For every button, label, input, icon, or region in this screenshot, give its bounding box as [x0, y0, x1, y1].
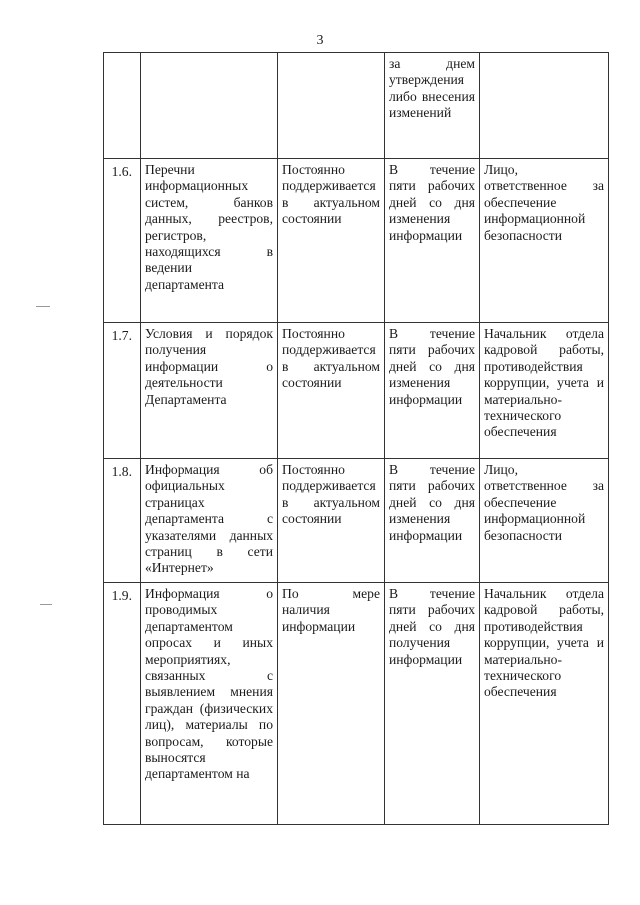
page-number: 3 [316, 33, 324, 48]
table-row [104, 583, 609, 825]
row-number-cell: 1.7. [104, 323, 141, 459]
deadline-cell: В течение пяти рабочих дней со дня изменения информации [385, 323, 480, 459]
table-row [104, 459, 609, 583]
row-number-cell: 1.6. [104, 159, 141, 323]
scan-artifact [36, 306, 50, 307]
responsible-cell: Начальник отдела кадровой работы, противодействия коррупции, учета и материально-технического обеспечения [480, 323, 609, 459]
information-table [103, 52, 609, 825]
table-row [104, 159, 609, 323]
row-number-cell [104, 53, 141, 159]
responsible-cell [480, 53, 609, 159]
deadline-cell: В течение пяти рабочих дней со дня изменения информации [385, 159, 480, 323]
frequency-cell: Постоянно поддерживается в актуальном состоянии [278, 459, 385, 583]
row-number-cell: 1.9. [104, 583, 141, 825]
info-cell: Информация об официальных страницах департамента с указателями данных страниц в сети «Интернет» [141, 459, 278, 583]
deadline-cell [385, 53, 480, 159]
frequency-cell: Постоянно поддерживается в актуальном состоянии [278, 323, 385, 459]
info-cell: Перечни информационных систем, банков данных, реестров, регистров, находящихся в ведении департамента [141, 159, 278, 323]
deadline-cell: В течение пяти рабочих дней со дня получения информации [385, 583, 480, 825]
table-row [104, 53, 609, 159]
info-cell [141, 53, 278, 159]
info-cell: Информация о проводимых департаментом опросах и иных мероприятиях, связанных с выявлением мнения граждан (физических лиц), материалы по вопросам, которые выносятся департаментом на [141, 583, 278, 825]
row-number-cell: 1.8. [104, 459, 141, 583]
responsible-cell: Лицо, ответственное за обеспечение информационной безопасности [480, 159, 609, 323]
responsible-cell: Лицо, ответственное за обеспечение информационной безопасности [480, 459, 609, 583]
frequency-cell: По мере наличия информации [278, 583, 385, 825]
deadline-cell: В течение пяти рабочих дней со дня изменения информации [385, 459, 480, 583]
frequency-cell: Постоянно поддерживается в актуальном состоянии [278, 159, 385, 323]
frequency-cell [278, 53, 385, 159]
deadline-text: за днем утверждения либо внесения изменений [389, 56, 475, 121]
table-row [104, 323, 609, 459]
scan-artifact [40, 604, 52, 605]
info-cell: Условия и порядок получения информации о деятельности Департамента [141, 323, 278, 459]
responsible-cell: Начальник отдела кадровой работы, противодействия коррупции, учета и материально-технического обеспечения [480, 583, 609, 825]
